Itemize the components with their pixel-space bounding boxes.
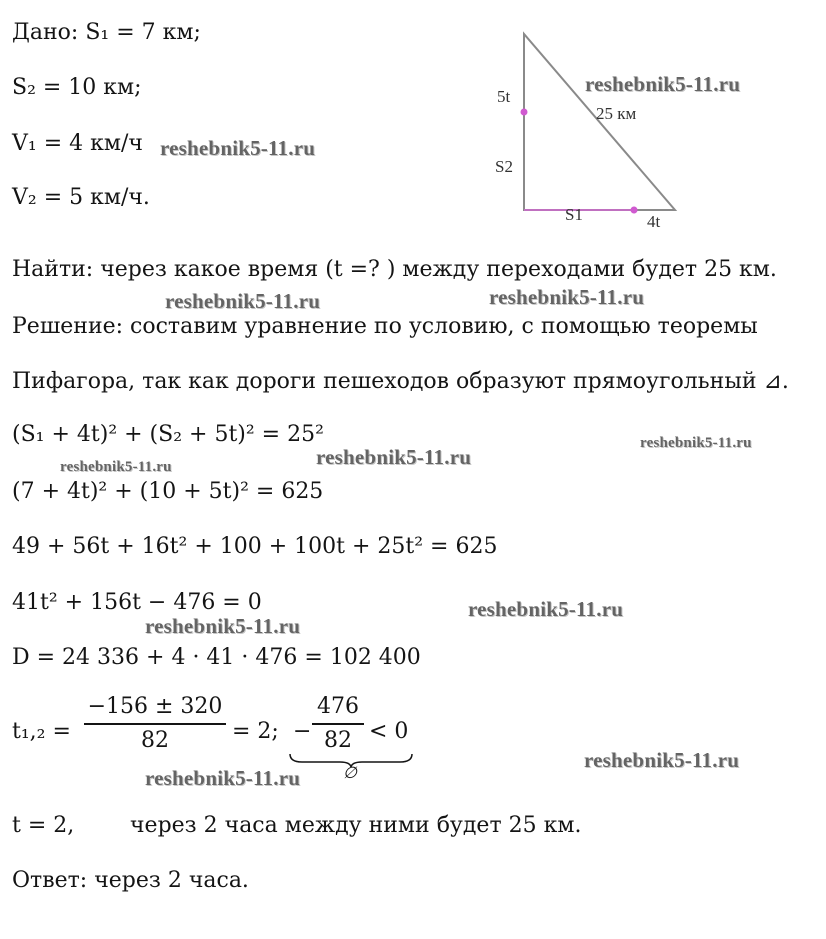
- roots-denominator-1: 82: [141, 728, 169, 753]
- watermark: reshebnik5-11.ru: [145, 766, 301, 790]
- label-s2: S2: [495, 157, 513, 176]
- watermark: reshebnik5-11.ru: [640, 435, 752, 451]
- label-hypotenuse: 25 км: [596, 104, 637, 123]
- given-s1: Дано: S₁ = 7 км;: [12, 20, 201, 45]
- watermark: reshebnik5-11.ru: [585, 72, 741, 96]
- right-triangle-diagram: [480, 22, 710, 242]
- roots-mid: = 2;: [232, 719, 279, 744]
- empty-set-mark: ∅: [343, 763, 357, 782]
- watermark: reshebnik5-11.ru: [489, 285, 645, 309]
- roots-tail: < 0: [369, 719, 409, 744]
- result-t: t = 2,: [12, 813, 75, 838]
- watermark: reshebnik5-11.ru: [584, 748, 740, 772]
- watermark: reshebnik5-11.ru: [160, 136, 316, 160]
- equation-2: (7 + 4t)² + (10 + 5t)² = 625: [12, 479, 324, 504]
- label-4t: 4t: [647, 212, 661, 231]
- roots-lhs: t₁,₂ =: [12, 719, 71, 744]
- label-s1: S1: [565, 205, 583, 224]
- given-s2: S₂ = 10 км;: [12, 75, 142, 100]
- answer-line: Ответ: через 2 часа.: [12, 868, 249, 893]
- roots-fraction-1: [84, 693, 226, 755]
- solution-line-1: Решение: составим уравнение по условию, с помощью теоремы: [12, 314, 758, 339]
- point-on-s1: [631, 207, 638, 214]
- solution-line-2: Пифагора, так как дороги пешеходов образуют прямоугольный ⊿.: [12, 369, 789, 394]
- label-5t: 5t: [497, 87, 511, 106]
- roots-numerator-2: 476: [317, 694, 359, 719]
- find-line: Найти: через какое время (t =? ) между переходами будет 25 км.: [12, 257, 777, 282]
- equation-3: 49 + 56t + 16t² + 100 + 100t + 25t² = 625: [12, 534, 498, 559]
- watermark: reshebnik5-11.ru: [165, 289, 321, 313]
- given-v2: V₂ = 5 км/ч.: [12, 185, 150, 210]
- roots-denominator-2: 82: [324, 728, 352, 753]
- given-v1: V₁ = 4 км/ч: [12, 131, 143, 156]
- watermark: reshebnik5-11.ru: [468, 597, 624, 621]
- roots-minus: −: [293, 719, 312, 744]
- result-text: через 2 часа между ними будет 25 км.: [130, 813, 582, 838]
- fraction-bar: [312, 723, 364, 725]
- fraction-bar: [84, 723, 226, 725]
- equation-5: D = 24 336 + 4 · 41 · 476 = 102 400: [12, 645, 421, 670]
- roots-numerator-1: −156 ± 320: [87, 694, 223, 719]
- watermark: reshebnik5-11.ru: [316, 445, 472, 469]
- equation-4: 41t² + 156t − 476 = 0: [12, 590, 262, 615]
- watermark: reshebnik5-11.ru: [145, 614, 301, 638]
- point-on-s2: [521, 109, 528, 116]
- watermark: reshebnik5-11.ru: [60, 459, 172, 475]
- roots-fraction-2: [312, 693, 364, 755]
- equation-1: (S₁ + 4t)² + (S₂ + 5t)² = 25²: [12, 422, 324, 447]
